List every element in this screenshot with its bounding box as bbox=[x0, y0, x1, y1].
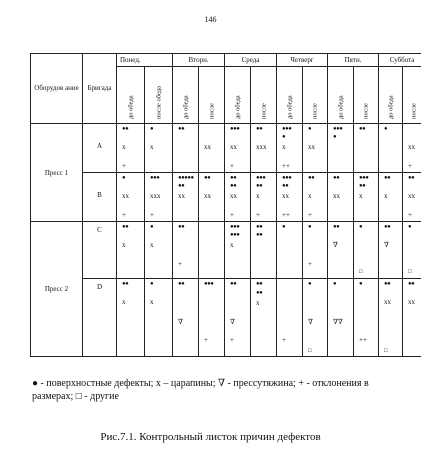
defect-mark: ●●● bbox=[359, 175, 369, 181]
header-shift-label: до обеда bbox=[127, 95, 134, 119]
defect-cell bbox=[328, 124, 354, 173]
defect-cell bbox=[277, 279, 303, 357]
header-row-days bbox=[31, 54, 421, 67]
page-number: 146 bbox=[204, 15, 217, 24]
defect-mark: ●●● bbox=[282, 126, 292, 132]
defect-mark: ●● bbox=[204, 175, 211, 181]
defect-mark: ●● bbox=[282, 183, 289, 189]
defect-mark: ●● bbox=[256, 126, 263, 132]
defect-mark: ●● bbox=[178, 126, 185, 132]
header-shift-cell bbox=[403, 67, 421, 124]
defect-mark: xx bbox=[408, 143, 416, 151]
defect-mark: □ bbox=[308, 348, 312, 354]
defect-cell bbox=[145, 124, 173, 173]
defect-mark: + bbox=[408, 162, 412, 170]
figure-caption: Рис.7.1. Контрольный листок причин дефектов bbox=[100, 431, 321, 443]
header-shift-cell bbox=[225, 67, 251, 124]
defect-cell bbox=[199, 222, 225, 279]
defect-cell bbox=[328, 279, 354, 357]
defect-cell bbox=[199, 124, 225, 173]
defect-mark: + bbox=[150, 211, 154, 219]
defect-mark: x bbox=[150, 241, 154, 249]
defect-cell bbox=[117, 173, 145, 222]
header-shift-cell bbox=[354, 67, 379, 124]
defect-cell bbox=[225, 173, 251, 222]
defect-cell bbox=[303, 222, 328, 279]
header-shift-label: после bbox=[260, 103, 268, 119]
header-shift-label: после bbox=[410, 103, 418, 119]
defect-mark: ●●● bbox=[204, 281, 214, 287]
defect-cell bbox=[173, 124, 199, 173]
defect-mark: □ bbox=[359, 269, 363, 275]
defect-cell bbox=[303, 124, 328, 173]
defect-cell bbox=[403, 124, 421, 173]
defect-cell bbox=[354, 173, 379, 222]
defect-cell bbox=[403, 173, 421, 222]
defect-cell bbox=[251, 279, 277, 357]
defect-cell bbox=[225, 279, 251, 357]
table-row bbox=[31, 173, 421, 222]
brigade-cell: C bbox=[83, 222, 117, 279]
header-day: Суббота bbox=[379, 54, 421, 67]
defect-mark: xx bbox=[178, 192, 186, 200]
header-shift-label: до обеда bbox=[387, 95, 395, 119]
brigade-cell: B bbox=[83, 173, 117, 222]
defect-mark: x bbox=[256, 192, 260, 200]
defect-cell bbox=[173, 173, 199, 222]
header-shift-cell bbox=[251, 67, 277, 124]
defect-mark: ● bbox=[308, 126, 312, 132]
defect-mark: ● bbox=[333, 281, 337, 287]
defect-mark: x bbox=[122, 143, 126, 151]
defect-mark: ●● bbox=[408, 175, 415, 181]
brigade-cell: D bbox=[83, 279, 117, 357]
defect-mark: + bbox=[230, 211, 234, 219]
defect-mark: xx bbox=[230, 192, 238, 200]
defect-mark: ●● bbox=[408, 281, 415, 287]
defect-mark: ++ bbox=[282, 162, 290, 170]
header-day: Среда bbox=[225, 54, 277, 67]
defect-mark: ●● bbox=[384, 224, 391, 230]
header-shift-cell bbox=[145, 67, 173, 124]
header-shift-label: после bbox=[208, 103, 216, 119]
header-shift-cell bbox=[199, 67, 225, 124]
defect-mark: xx bbox=[204, 192, 212, 200]
defect-mark: xx bbox=[282, 192, 290, 200]
defect-mark: ∇ bbox=[178, 318, 183, 326]
defect-cell bbox=[277, 222, 303, 279]
defect-mark: xx bbox=[384, 298, 392, 306]
defect-cell bbox=[145, 279, 173, 357]
defect-mark: ● bbox=[333, 134, 337, 140]
defect-cell bbox=[354, 124, 379, 173]
defect-mark: ●● bbox=[333, 175, 340, 181]
defect-cell bbox=[328, 173, 354, 222]
defect-mark: + bbox=[308, 211, 312, 219]
defect-cell bbox=[354, 222, 379, 279]
defect-mark: ●● bbox=[256, 224, 263, 230]
defect-mark: ● bbox=[150, 224, 154, 230]
header-day: Пятн. bbox=[328, 54, 379, 67]
defect-mark: ●● bbox=[256, 281, 263, 287]
defect-mark: ∇∇ bbox=[333, 318, 343, 326]
defect-mark: x bbox=[256, 299, 260, 307]
defect-mark: ● bbox=[122, 175, 126, 181]
header-shift-cell bbox=[303, 67, 328, 124]
defect-mark: + bbox=[122, 211, 126, 219]
legend: ● - поверхностные дефекты; x – царапины; ∇ - прессутяжина; + - отклонения в размерах; □ - другие bbox=[32, 378, 369, 402]
defect-mark: ●●● bbox=[333, 126, 343, 132]
defect-cell bbox=[379, 279, 403, 357]
defect-mark: + bbox=[256, 211, 260, 219]
defect-mark: xx bbox=[333, 192, 341, 200]
header-shift-label: до обеда bbox=[337, 95, 345, 119]
defect-mark: xx bbox=[122, 192, 129, 200]
defect-mark: ●●● bbox=[256, 175, 266, 181]
defect-mark: xx bbox=[204, 143, 212, 151]
table-row bbox=[31, 124, 421, 173]
header-shift-cell bbox=[277, 67, 303, 124]
defect-mark: x bbox=[308, 192, 312, 200]
defect-mark: ● bbox=[282, 134, 286, 140]
defect-mark: ●● bbox=[230, 175, 237, 181]
defect-cell bbox=[199, 279, 225, 357]
defect-cell bbox=[277, 124, 303, 173]
brigade-cell: A bbox=[83, 124, 117, 173]
defect-cell bbox=[251, 222, 277, 279]
header-equipment: Оборудов ание bbox=[31, 54, 83, 124]
header-day: Вторн. bbox=[173, 54, 225, 67]
defect-mark: ●● bbox=[178, 183, 185, 189]
header-shift-label: после bbox=[362, 103, 370, 119]
defect-mark: ●●● bbox=[230, 224, 240, 230]
table-row bbox=[31, 222, 421, 279]
header-shift-cell bbox=[173, 67, 199, 124]
defect-mark: + bbox=[204, 336, 208, 344]
defect-mark: ∇ bbox=[333, 241, 338, 249]
header-shift-label: до обеда bbox=[234, 95, 242, 119]
header-day: Понед. bbox=[117, 54, 173, 67]
defect-mark: ● bbox=[150, 281, 154, 287]
defect-cell bbox=[117, 222, 145, 279]
defect-mark: ∇ bbox=[384, 241, 389, 249]
defect-cell bbox=[117, 279, 145, 357]
defect-mark: + bbox=[308, 260, 312, 268]
equipment-cell: Пресс 1 bbox=[31, 124, 83, 222]
defect-mark: + bbox=[230, 162, 234, 170]
defect-mark: ●● bbox=[122, 281, 129, 287]
defect-mark: ●● bbox=[256, 183, 263, 189]
defect-cell bbox=[225, 124, 251, 173]
header-shift-cell bbox=[117, 67, 145, 124]
defect-mark: x bbox=[122, 241, 126, 249]
defect-cell bbox=[354, 279, 379, 357]
defect-mark: ● bbox=[308, 281, 312, 287]
defect-mark: xx bbox=[230, 143, 238, 151]
defect-mark: ●●● bbox=[150, 175, 160, 181]
defect-mark: + bbox=[178, 260, 182, 268]
defect-mark: ∇ bbox=[230, 318, 235, 326]
defect-cell bbox=[117, 124, 145, 173]
defect-mark: □ bbox=[384, 348, 388, 354]
defect-cell bbox=[277, 173, 303, 222]
header-shift-cell bbox=[328, 67, 354, 124]
defect-cell bbox=[251, 124, 277, 173]
defect-mark: ●● bbox=[333, 224, 340, 230]
defect-mark: ● bbox=[282, 224, 286, 230]
defect-mark: ● bbox=[359, 224, 363, 230]
defect-cell bbox=[379, 124, 403, 173]
defect-mark: x bbox=[150, 298, 154, 306]
defect-mark: xx bbox=[408, 298, 416, 306]
defect-mark: ●● bbox=[230, 281, 237, 287]
defect-mark: ●● bbox=[256, 290, 263, 296]
defect-cell bbox=[403, 222, 421, 279]
defect-mark: ●●● bbox=[282, 175, 292, 181]
defect-cell bbox=[225, 222, 251, 279]
defect-mark: ●● bbox=[359, 183, 366, 189]
defect-mark: ●● bbox=[178, 224, 185, 230]
defect-mark: ●● bbox=[256, 232, 263, 238]
defect-mark: xxx bbox=[150, 192, 161, 200]
defect-mark: xxx bbox=[256, 143, 267, 151]
defect-mark: ●● bbox=[384, 175, 391, 181]
defect-mark: xx bbox=[308, 143, 316, 151]
defect-mark: + bbox=[230, 336, 234, 344]
defect-mark: xx bbox=[408, 192, 416, 200]
defect-mark: ●● bbox=[230, 183, 237, 189]
defect-mark: + bbox=[282, 336, 286, 344]
defect-mark: ● bbox=[359, 281, 363, 287]
defect-mark: x bbox=[359, 192, 363, 200]
defect-mark: ● bbox=[384, 126, 388, 132]
defect-mark: ++ bbox=[359, 336, 367, 344]
defect-cell bbox=[173, 222, 199, 279]
header-brigade: Бригада bbox=[83, 54, 117, 124]
defect-mark: ++ bbox=[282, 211, 290, 219]
defect-cell bbox=[303, 279, 328, 357]
header-shift-cell bbox=[379, 67, 403, 124]
defect-cell bbox=[145, 173, 173, 222]
defect-cell bbox=[251, 173, 277, 222]
defect-mark: + bbox=[408, 211, 412, 219]
defect-mark: □ bbox=[408, 269, 412, 275]
header-shift-label: после bbox=[311, 103, 319, 119]
defect-mark: + bbox=[122, 162, 126, 170]
defect-mark: ∇ bbox=[308, 318, 313, 326]
defect-mark: x bbox=[230, 241, 234, 249]
defect-cell bbox=[199, 173, 225, 222]
defect-mark: x bbox=[150, 143, 154, 151]
header-shift-label: после обеда bbox=[155, 86, 162, 119]
defect-mark: x bbox=[122, 298, 126, 306]
defect-mark: ●●●●● bbox=[178, 175, 194, 181]
equipment-cell: Пресс 2 bbox=[31, 222, 83, 357]
header-shift-label: до обеда bbox=[182, 95, 190, 119]
defect-cell bbox=[173, 279, 199, 357]
header-shift-label: до обеда bbox=[286, 95, 294, 119]
header-day: Четверг bbox=[277, 54, 328, 67]
defect-cell bbox=[328, 222, 354, 279]
defect-mark: ●●● bbox=[230, 232, 240, 238]
defect-mark: ● bbox=[150, 126, 154, 132]
defect-mark: ●● bbox=[122, 126, 129, 132]
table-row bbox=[31, 279, 421, 357]
defect-mark: ●● bbox=[308, 175, 315, 181]
defect-mark: ●● bbox=[178, 281, 185, 287]
defect-checklist-table bbox=[30, 53, 421, 357]
defect-mark: ●●● bbox=[230, 126, 240, 132]
defect-mark: ●● bbox=[122, 224, 129, 230]
defect-mark: x bbox=[282, 143, 286, 151]
defect-mark: x bbox=[384, 192, 388, 200]
defect-mark: ● bbox=[408, 224, 412, 230]
defect-mark: ● bbox=[308, 224, 312, 230]
defect-mark: ●● bbox=[359, 126, 366, 132]
defect-cell bbox=[379, 222, 403, 279]
defect-cell bbox=[403, 279, 421, 357]
defect-cell bbox=[145, 222, 173, 279]
defect-mark: ●● bbox=[384, 281, 391, 287]
defect-cell bbox=[303, 173, 328, 222]
defect-cell bbox=[379, 173, 403, 222]
